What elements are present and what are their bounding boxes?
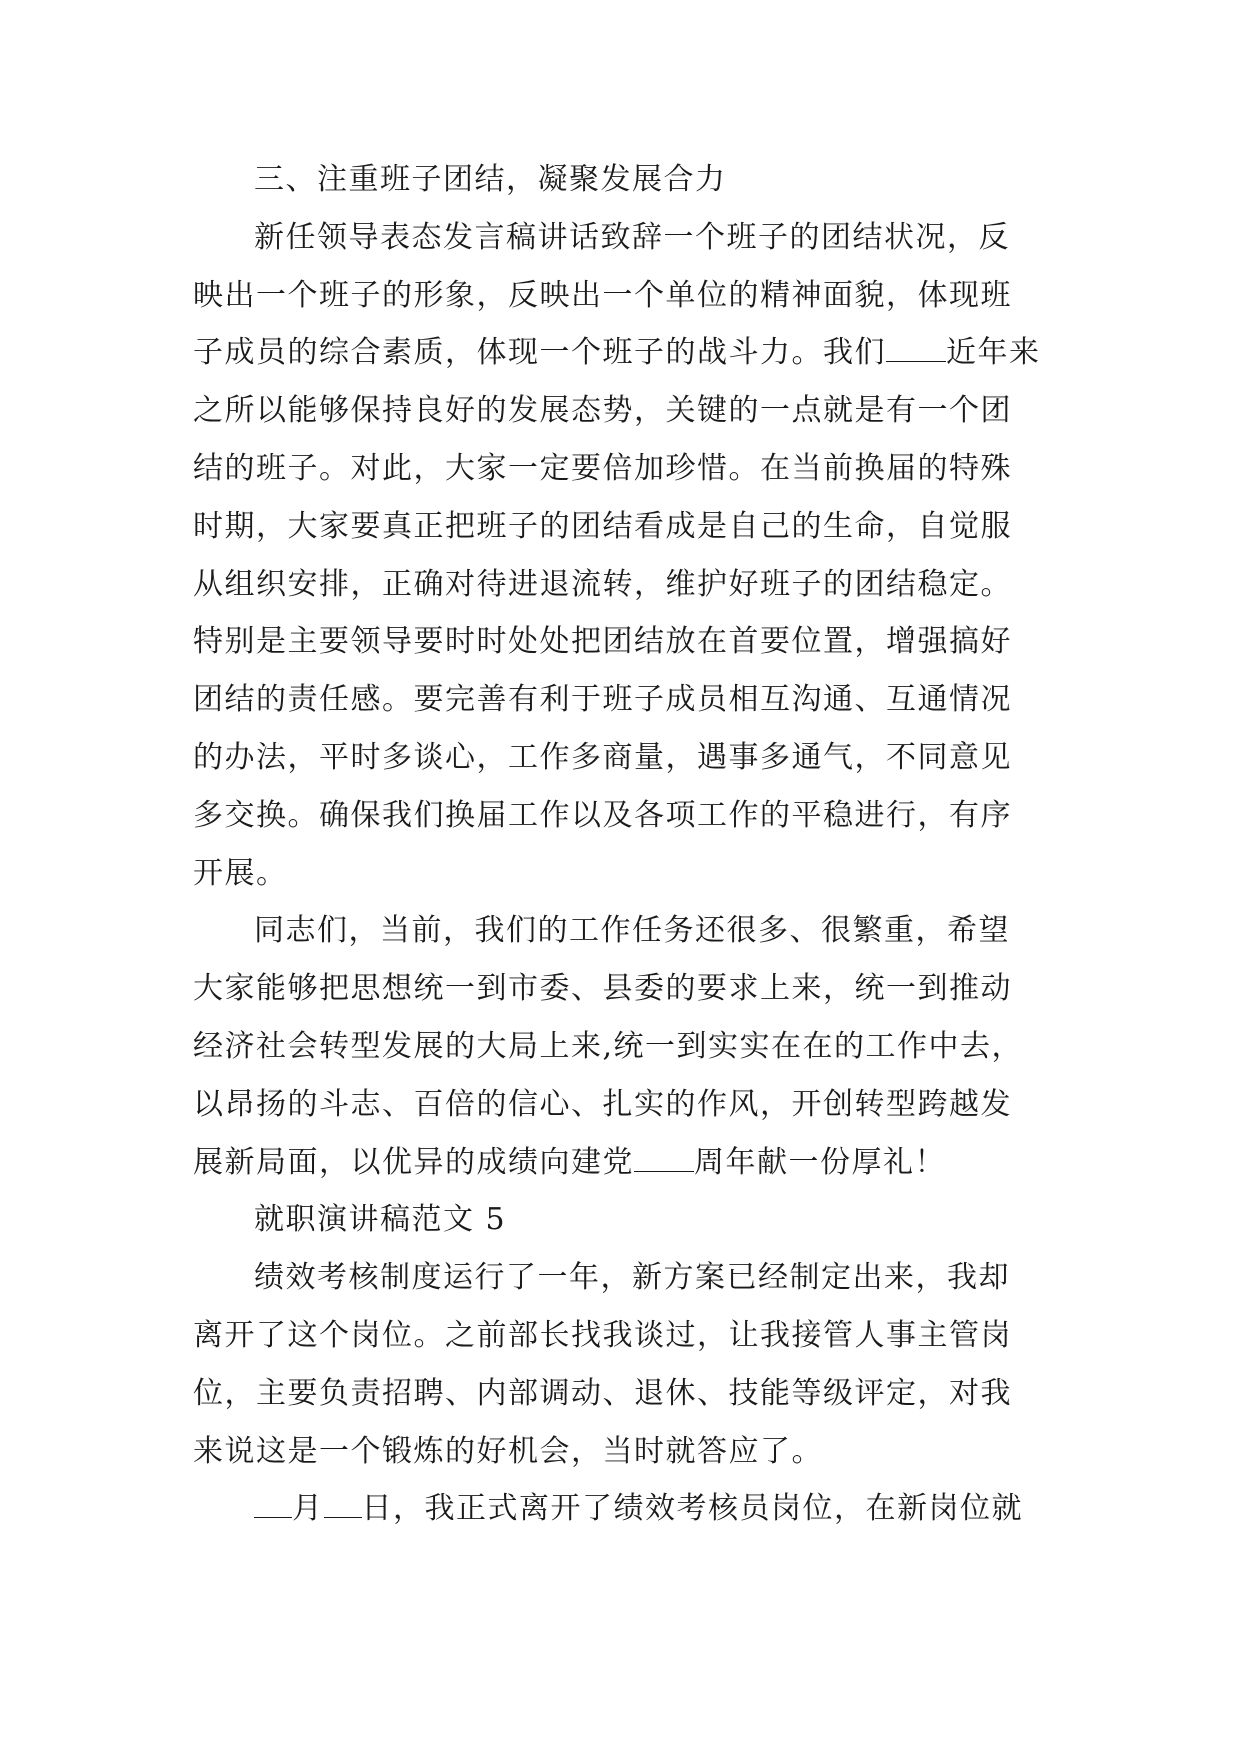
text-span: 结的班子。对此，大家一定要倍加珍惜。在当前换届的特殊 (193, 450, 1012, 486)
text-span: 来说这是一个锻炼的好机会，当时就答应了。 (193, 1433, 823, 1469)
text-line (193, 498, 1055, 556)
speech-title-text: 就职演讲稿范文 5 (254, 1202, 507, 1238)
text-line (193, 324, 1055, 382)
text-span: 绩效考核制度运行了一年，新方案已经制定出来，我却 (254, 1260, 1010, 1296)
text-line (193, 671, 1055, 729)
text-line (193, 960, 1055, 1018)
text-span: 月 (292, 1491, 324, 1527)
text-span: 特别是主要领导要时时处处把团结放在首要位置，增强搞好 (193, 624, 1012, 660)
text-span: 位，主要负责招聘、内部调动、退休、技能等级评定，对我 (193, 1375, 1012, 1411)
text-line (193, 1018, 1055, 1076)
text-span: 大家能够把思想统一到市委、县委的要求上来，统一到推动 (193, 971, 1012, 1007)
text-line (193, 1134, 1055, 1192)
text-line (193, 613, 1055, 671)
text-span: 新任领导表态发言稿讲话致辞一个班子的团结状况，反 (254, 219, 1010, 255)
text-span: 离开了这个岗位。之前部长找我谈过，让我接管人事主管岗 (193, 1317, 1012, 1353)
text-span: 时期，大家要真正把班子的团结看成是自己的生命，自觉服 (193, 508, 1012, 544)
text-line (193, 1249, 1055, 1307)
text-line (193, 1480, 1055, 1538)
paragraph-performance-review (193, 1249, 1055, 1480)
text-line (193, 1076, 1055, 1134)
text-line (193, 556, 1055, 614)
text-span: 团结的责任感。要完善有利于班子成员相互沟通、互通情况 (193, 682, 1012, 718)
text-line (193, 1365, 1055, 1423)
text-line (193, 787, 1055, 845)
document-body (193, 151, 1055, 1538)
text-line (193, 902, 1055, 960)
text-line (193, 382, 1055, 440)
text-line (193, 440, 1055, 498)
text-line (193, 267, 1055, 325)
text-span: 的办法，平时多谈心，工作多商量，遇事多通气，不同意见 (193, 739, 1012, 775)
paragraph-comrades (193, 902, 1055, 1191)
heading-text: 三、注重班子团结，凝聚发展合力 (254, 162, 727, 197)
text-line (193, 1307, 1055, 1365)
text-span: 多交换。确保我们换届工作以及各项工作的平稳进行，有序 (193, 797, 1012, 833)
fill-in-blank (254, 1481, 292, 1518)
text-span: 从组织安排，正确对待进退流转，维护好班子的团结稳定。 (193, 566, 1012, 602)
paragraph-team-unity (193, 209, 1055, 903)
paragraph-new-position (193, 1480, 1055, 1538)
fill-in-blank (634, 1135, 694, 1172)
text-span: 经济社会转型发展的大局上来,统一到实实在在的工作中去， (193, 1028, 1024, 1064)
text-span: 映出一个班子的形象，反映出一个单位的精神面貌，体现班 (193, 277, 1012, 313)
text-span: 日，我正式离开了绩效考核员岗位，在新岗位就 (361, 1491, 1023, 1527)
text-span: 之所以能够保持良好的发展态势，关键的一点就是有一个团 (193, 393, 1012, 429)
text-span: 展新局面，以优异的成绩向建党 (193, 1144, 634, 1180)
text-span: 以昂扬的斗志、百倍的信心、扎实的作风，开创转型跨越发 (193, 1086, 1012, 1122)
text-span: 开展。 (193, 855, 288, 891)
text-line (193, 845, 1055, 903)
text-line (193, 1423, 1055, 1481)
section-heading (193, 151, 1055, 209)
text-span: 子成员的综合素质，体现一个班子的战斗力。我们 (193, 335, 886, 371)
text-span: 近年来 (946, 335, 1041, 371)
speech-title (193, 1191, 1055, 1249)
fill-in-blank (324, 1481, 362, 1518)
text-span: 同志们，当前，我们的工作任务还很多、很繁重，希望 (254, 913, 1010, 949)
text-span: 周年献一份厚礼！ (694, 1144, 946, 1180)
text-line (193, 729, 1055, 787)
fill-in-blank (886, 325, 946, 362)
text-line (193, 209, 1055, 267)
